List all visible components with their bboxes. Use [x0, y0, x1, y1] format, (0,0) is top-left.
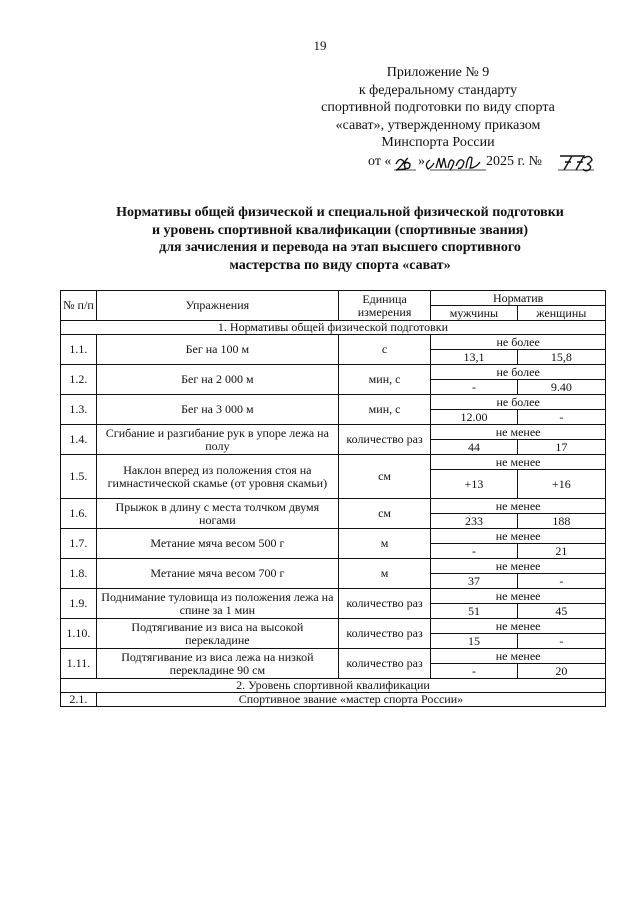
row-men-value: +13 — [431, 470, 517, 499]
annex-line: Приложение № 9 — [386, 65, 490, 80]
row-men-value: 44 — [431, 440, 517, 455]
row-norm-type: не менее — [431, 559, 606, 574]
page-number: 19 — [313, 38, 327, 53]
row-women-value: - — [517, 410, 605, 425]
row-title-text: Спортивное звание «мастер спорта России» — [96, 693, 605, 707]
row-norm-type: не менее — [431, 455, 606, 470]
row-unit: количество раз — [338, 619, 430, 649]
row-norm-type: не менее — [431, 425, 606, 440]
row-num: 1.2. — [61, 365, 97, 395]
date-prefix: от « — [368, 154, 392, 169]
row-norm-type: не более — [431, 395, 606, 410]
row-exercise: Подтягивание из виса лежа на низкой перекладине 90 см — [96, 649, 338, 679]
row-unit: см — [338, 499, 430, 529]
header-num: № п/п — [61, 291, 97, 321]
row-norm-type: не менее — [431, 529, 606, 544]
row-unit: см — [338, 455, 430, 499]
row-unit: количество раз — [338, 649, 430, 679]
row-num: 2.1. — [61, 693, 97, 707]
row-norm-type: не менее — [431, 589, 606, 604]
row-exercise: Бег на 2 000 м — [96, 365, 338, 395]
header-exercise: Упражнения — [96, 291, 338, 321]
row-num: 1.4. — [61, 425, 97, 455]
row-women-value: 15,8 — [517, 350, 605, 365]
title-line: мастерства по виду спорта «сават» — [229, 257, 451, 273]
row-exercise: Метание мяча весом 700 г — [96, 559, 338, 589]
row-exercise: Поднимание туловища из положения лежа на спине за 1 мин — [96, 589, 338, 619]
row-exercise: Метание мяча весом 500 г — [96, 529, 338, 559]
row-norm-type: не более — [431, 335, 606, 350]
date-year: 2025 г. № — [486, 154, 543, 169]
row-exercise: Сгибание и разгибание рук в упоре лежа на полу — [96, 425, 338, 455]
row-men-value: 15 — [431, 634, 517, 649]
header-unit: Единица измерения — [338, 291, 430, 321]
date-mid: » — [418, 154, 425, 169]
row-women-value: 21 — [517, 544, 605, 559]
handwritten-date-signature — [358, 150, 598, 176]
row-unit: мин, с — [338, 365, 430, 395]
row-norm-type: не менее — [431, 619, 606, 634]
section-2-heading: 2. Уровень спортивной квалификации — [61, 679, 606, 693]
annex-line: спортивной подготовки по виду спорта — [321, 100, 555, 115]
title-line: Нормативы общей физической и специальной физической подготовки — [116, 205, 564, 220]
header-women: женщины — [517, 306, 605, 321]
row-unit: количество раз — [338, 425, 430, 455]
row-exercise: Бег на 100 м — [96, 335, 338, 365]
row-exercise: Прыжок в длину с места толчком двумя ногами — [96, 499, 338, 529]
row-women-value: 17 — [517, 440, 605, 455]
order-date-line — [358, 150, 598, 176]
title-line: и уровень спортивной квалификации (спортивные звания) — [151, 222, 529, 238]
row-men-value: 233 — [431, 514, 517, 529]
row-women-value: 9.40 — [517, 380, 605, 395]
row-norm-type: не менее — [431, 499, 606, 514]
row-men-value: 12.00 — [431, 410, 517, 425]
document-title — [60, 204, 620, 274]
row-men-value: 51 — [431, 604, 517, 619]
title-line: для зачисления и перевода на этап высшего спортивного — [159, 240, 521, 255]
row-women-value: - — [517, 574, 605, 589]
annex-line: Минспорта России — [381, 135, 495, 150]
row-exercise: Бег на 3 000 м — [96, 395, 338, 425]
annex-header — [288, 64, 588, 152]
row-norm-type: не менее — [431, 649, 606, 664]
section-1-heading: 1. Нормативы общей физической подготовки — [61, 321, 606, 335]
row-unit: количество раз — [338, 589, 430, 619]
row-num: 1.3. — [61, 395, 97, 425]
row-num: 1.11. — [61, 649, 97, 679]
row-num: 1.10. — [61, 619, 97, 649]
row-exercise: Наклон вперед из положения стоя на гимнастической скамье (от уровня скамьи) — [96, 455, 338, 499]
row-unit: м — [338, 559, 430, 589]
annex-line: к федеральному стандарту — [358, 82, 518, 98]
row-women-value: - — [517, 634, 605, 649]
row-women-value: 45 — [517, 604, 605, 619]
row-men-value: 13,1 — [431, 350, 517, 365]
row-men-value: - — [431, 380, 517, 395]
row-men-value: - — [431, 664, 517, 679]
row-num: 1.8. — [61, 559, 97, 589]
row-unit: с — [338, 335, 430, 365]
row-unit: мин, с — [338, 395, 430, 425]
row-exercise: Подтягивание из виса на высокой перекладине — [96, 619, 338, 649]
row-norm-type: не более — [431, 365, 606, 380]
annex-line: «сават», утвержденному приказом — [335, 117, 541, 133]
row-men-value: - — [431, 544, 517, 559]
standards-table — [60, 290, 606, 707]
row-women-value: +16 — [517, 470, 605, 499]
row-men-value: 37 — [431, 574, 517, 589]
row-num: 1.9. — [61, 589, 97, 619]
row-num: 1.7. — [61, 529, 97, 559]
row-num: 1.5. — [61, 455, 97, 499]
header-norm: Норматив — [431, 291, 606, 306]
row-num: 1.1. — [61, 335, 97, 365]
row-unit: м — [338, 529, 430, 559]
row-num: 1.6. — [61, 499, 97, 529]
row-women-value: 20 — [517, 664, 605, 679]
header-men: мужчины — [431, 306, 517, 321]
row-women-value: 188 — [517, 514, 605, 529]
